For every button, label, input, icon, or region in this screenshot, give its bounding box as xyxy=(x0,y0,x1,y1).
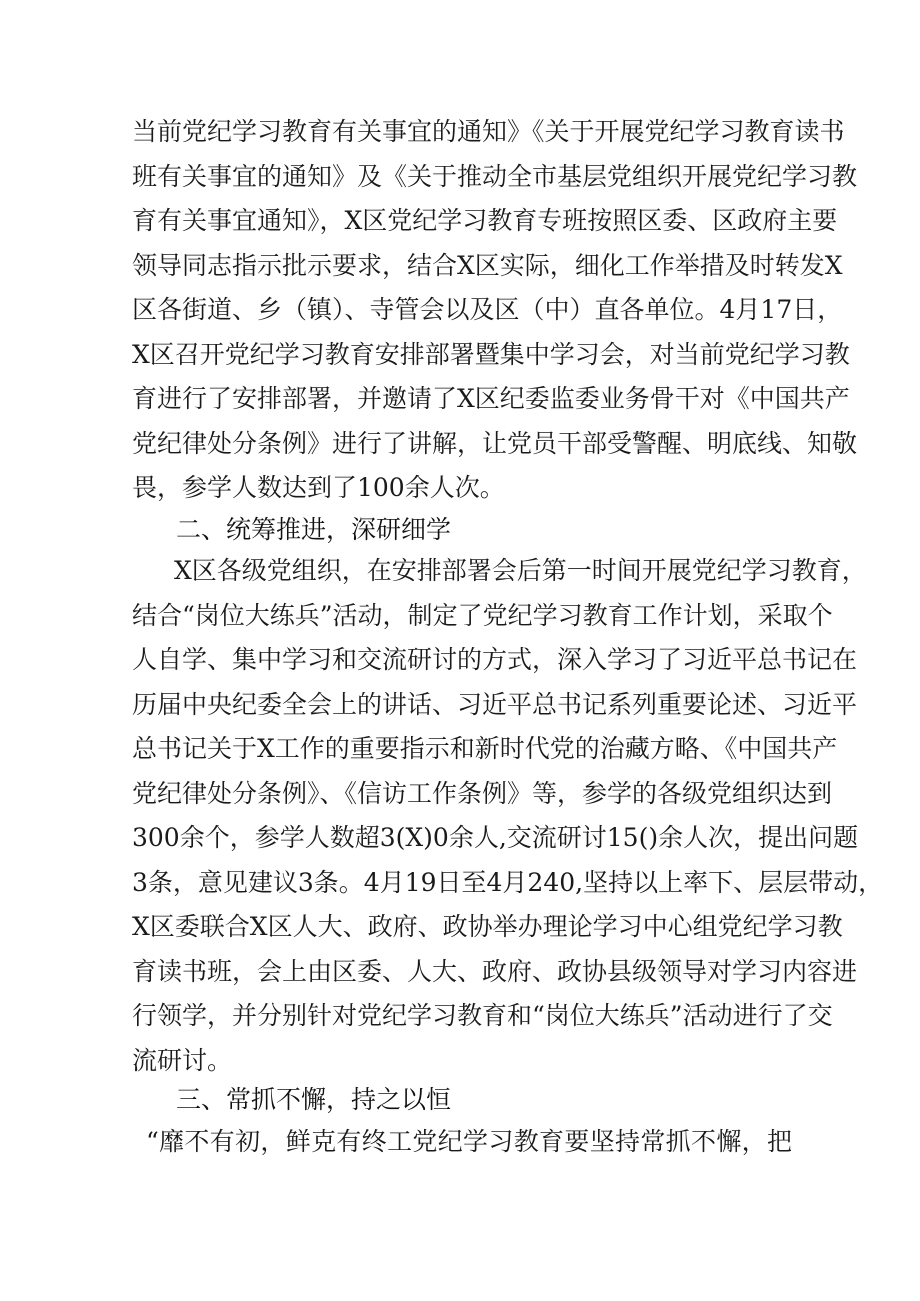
paragraph-line: 育进行了安排部署，并邀请了X区纪委监委业务骨干对《中国共产 xyxy=(132,384,850,413)
paragraph-persistence xyxy=(132,1120,792,1165)
paragraph-line: X区各级党组织，在安排部署会后第一时间开展党纪学习教育， xyxy=(174,556,867,585)
paragraph-line: 人自学、集中学习和交流研讨的方式，深入学习了习近平总书记在 xyxy=(132,645,858,674)
paragraph-line: 历届中央纪委全会上的讲话、习近平总书记系列重要论述、习近平 xyxy=(132,689,858,719)
paragraph-line: 当前党纪学习教育有关事宜的通知》《关于开展党纪学习教育读书 xyxy=(132,117,845,146)
section-heading-3: 三、常抓不懈，持之以恒 xyxy=(176,1085,452,1114)
section-heading-2: 二、统筹推进，深研细学 xyxy=(176,515,452,544)
paragraph-line: 领导同志指示批示要求，结合X区实际，细化工作举措及时转发X xyxy=(132,250,843,280)
paragraph-study xyxy=(132,549,884,1083)
paragraph-line: 结合“岗位大练兵”活动，制定了党纪学习教育工作计划，采取个 xyxy=(132,600,833,630)
paragraph-line: 行领学，并分别针对党纪学习教育和“岗位大练兵”活动进行了交 xyxy=(132,1001,833,1030)
paragraph-line: 党纪律处分条例》、《信访工作条例》等，参学的各级党组织达到 xyxy=(132,778,833,808)
paragraph-notification xyxy=(132,110,858,511)
paragraph-line: 育读书班，会上由区委、人大、政府、政协县级领导对学习内容进 xyxy=(132,956,858,986)
paragraph-line: 畏，参学人数达到了100余人次。 xyxy=(132,473,505,502)
paragraph-line: 育有关事宜通知》，X区党纪学习教育专班按照区委、区政府主要 xyxy=(132,206,838,235)
paragraph-line: X区召开党纪学习教育安排部署暨集中学习会，对当前党纪学习教 xyxy=(132,339,850,369)
paragraph-line: 300余个，参学人数超3(X)0余人,交流研讨15()余人次，提出问题 xyxy=(132,823,859,852)
paragraph-line: 班有关事宜的通知》及《关于推动全市基层党组织开展党纪学习教 xyxy=(132,161,858,191)
paragraph-line: 3条，意见建议3条。4月19日至4月240,坚持以上率下、层层带动， xyxy=(132,867,884,897)
paragraph-line: “靡不有初，鲜克有终工党纪学习教育要坚持常抓不懈，把 xyxy=(146,1127,792,1156)
paragraph-line: 流研讨。 xyxy=(132,1045,233,1075)
paragraph-line: 区各街道、乡（镇）、寺管会以及区（中）直各单位。4月17日， xyxy=(132,295,843,324)
paragraph-line: X区委联合X区人大、政府、政协举办理论学习中心组党纪学习教 xyxy=(132,912,843,941)
paragraph-line: 总书记关于X工作的重要指示和新时代党的治藏方略、《中国共产 xyxy=(132,734,838,763)
paragraph-line: 党纪律处分条例》进行了讲解，让党员干部受警醒、明底线、知敬 xyxy=(132,428,858,458)
